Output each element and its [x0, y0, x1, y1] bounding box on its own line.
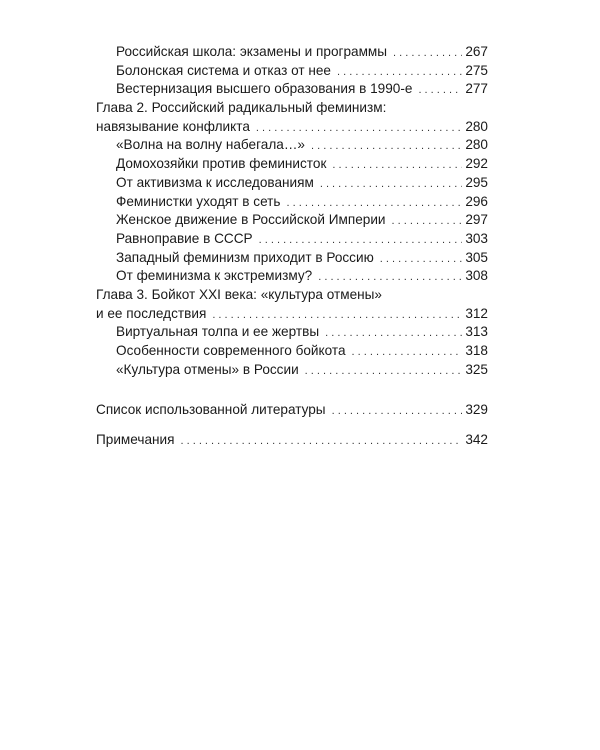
toc-entry-bibliography[interactable] [96, 401, 488, 420]
dot-leader [287, 194, 463, 213]
dot-leader [352, 343, 463, 362]
toc-entry-page: 305 [465, 249, 488, 265]
toc-entry-page: 296 [465, 193, 488, 209]
dot-leader [337, 63, 462, 82]
toc-entry[interactable] [96, 361, 488, 380]
toc-entry-page: 292 [465, 156, 488, 172]
toc-entry[interactable] [96, 230, 488, 249]
toc-entry-page: 303 [465, 230, 488, 246]
chapter-2-heading[interactable]: Глава 2. Российский радикальный феминизм: [96, 100, 387, 116]
toc-entry[interactable] [96, 174, 488, 193]
dot-leader [259, 231, 463, 250]
chapter-3-heading-continued[interactable] [96, 305, 488, 324]
toc-entry[interactable] [96, 43, 488, 62]
toc-entry-title: От феминизма к экстремизму? [116, 268, 313, 284]
toc-entry-page: 295 [465, 174, 488, 190]
toc-entry[interactable] [96, 323, 488, 342]
dot-leader [393, 44, 462, 63]
toc-entry-title: Вестернизация высшего образования в 1990-е [116, 81, 413, 97]
dot-leader [418, 81, 462, 100]
toc-entry[interactable] [96, 249, 488, 268]
toc-entry-title: Равноправие в СССР [116, 230, 253, 246]
toc-entry-page: 325 [465, 361, 488, 377]
toc-entry-title: От активизма к исследованиям [116, 174, 314, 190]
toc-entry-title: Виртуальная толпа и ее жертвы [116, 324, 320, 340]
toc-entry-page: 297 [465, 212, 488, 228]
dot-leader [305, 362, 463, 381]
toc-entry-title: Домохозяйки против феминисток [116, 156, 327, 172]
toc-entry-title: и ее последствия [96, 305, 207, 321]
toc-entry-title: навязывание конфликта [96, 118, 250, 134]
toc-entry[interactable] [96, 62, 488, 81]
toc-entry-notes[interactable] [96, 431, 488, 450]
toc-entry-page: 280 [465, 118, 488, 134]
toc-entry-page: 329 [465, 402, 488, 418]
toc-entry[interactable] [96, 80, 488, 99]
dot-leader [311, 137, 462, 156]
toc-entry[interactable] [96, 193, 488, 212]
toc-entry-title: «Волна на волну набегала…» [116, 137, 305, 153]
toc-entry[interactable] [96, 136, 488, 155]
toc-entry-page: 280 [465, 137, 488, 153]
toc-entry-page: 318 [465, 343, 488, 358]
toc-entry[interactable] [96, 267, 488, 286]
chapter-2-heading-continued[interactable] [96, 118, 488, 137]
dot-leader [256, 119, 462, 138]
toc-entry-title: Российская школа: экзамены и программы [116, 44, 388, 59]
dot-leader [380, 250, 463, 269]
table-of-contents [96, 43, 488, 450]
toc-entry-page: 313 [465, 324, 488, 340]
section-spacer [96, 379, 488, 401]
toc-entry-title: «Культура отмены» в России [116, 361, 299, 377]
toc-entry-title: Женское движение в Российской Империи [116, 212, 386, 228]
toc-entry-title: Феминистки уходят в сеть [116, 193, 281, 209]
toc-entry-title: Список использованной литературы [96, 402, 326, 418]
toc-entry-page: 277 [465, 81, 488, 97]
dot-leader [332, 402, 463, 421]
toc-entry-title: Примечания [96, 432, 175, 448]
section-spacer [96, 420, 488, 431]
toc-entry-page: 312 [465, 305, 488, 321]
dot-leader [320, 175, 462, 194]
toc-entry-title: Особенности современного бойкота [116, 343, 346, 358]
chapter-3-heading[interactable]: Глава 3. Бойкот XXI века: «культура отмены» [96, 286, 382, 302]
dot-leader [332, 156, 462, 175]
toc-entry[interactable] [96, 342, 488, 361]
dot-leader [180, 432, 462, 451]
toc-entry-title: Болонская система и отказ от нее [116, 62, 331, 78]
toc-entry-title: Западный феминизм приходит в Россию [116, 249, 374, 265]
toc-entry-page: 342 [465, 432, 488, 448]
toc-entry[interactable] [96, 211, 488, 230]
dot-leader [392, 212, 463, 231]
dot-leader [325, 324, 462, 343]
toc-entry[interactable] [96, 155, 488, 174]
dot-leader [318, 268, 462, 287]
dot-leader [212, 306, 462, 325]
toc-entry-page: 275 [465, 62, 488, 78]
toc-entry-page: 267 [465, 44, 488, 59]
toc-entry-page: 308 [465, 268, 488, 284]
